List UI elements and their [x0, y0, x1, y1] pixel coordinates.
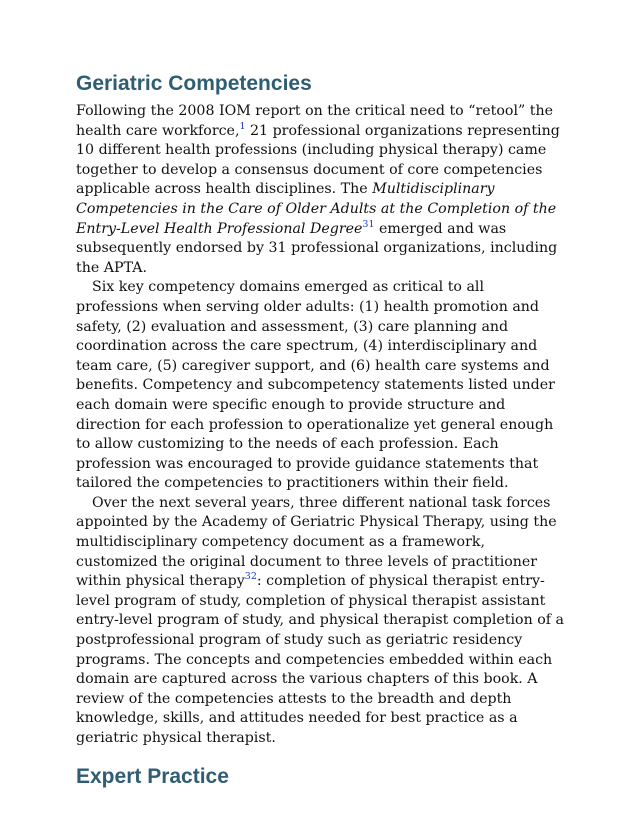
paragraph-3-text-a: Over the next several years, three different national task forces appointed by the Academy of Geriatric Physical Therapy, using the multidisciplinary competency document as a framework, customized the original document to three levels of practitioner within physical therapy [76, 494, 557, 590]
paragraph-3 [76, 494, 566, 749]
paragraph-3-text-b: : completion of physical therapist entry-level program of study, completion of physical therapist assistant entry-level program of study, and physical therapist completion of a postprofessional program of study such as geriatric residency programs. The concepts and competencies embedded within each domain are captured across the various chapters of this book. A review of the competencies attests to the breadth and depth knowledge, skills, and attitudes needed for best practice as a geriatric physical therapist. [76, 573, 564, 746]
paragraph-2: Six key competency domains emerged as critical to all professions when serving older adults: (1) health promotion and safety, (2) evaluation and assessment, (3) care planning and coordination across the care spectrum, (4) interdisciplinary and team care, (5) caregiver support, and (6) health care systems and benefits. Competency and subcompetency statements listed under each domain were specific enough to provide structure and direction for each profession to operationalize yet general enough to allow customizing to the needs of each profession. Each profession was encouraged to provide guidance statements that tailored the competencies to practitioners within their field. [76, 279, 555, 492]
reference-link-1[interactable]: 1 [239, 120, 246, 132]
section-heading-geriatric-competencies: Geriatric Competencies [76, 72, 312, 95]
section-body [76, 102, 566, 749]
paragraph-1-text-b: 21 professional organizations representing 10 different health professions (including physical therapy) came together to develop a consensus document of core competencies applicable across health disciplines. The [76, 122, 560, 198]
reference-link-31[interactable]: 31 [362, 218, 375, 230]
document-title-italic: Multidisciplinary Competencies in the Care of Older Adults at the Completion of the Entry-Level Health Professional Degree [76, 181, 557, 237]
document-page [76, 70, 566, 791]
section-heading-expert-practice: Expert Practice [76, 764, 229, 788]
reference-link-32[interactable]: 32 [244, 571, 257, 583]
paragraph-1-text-a: Following the 2008 IOM report on the critical need to “retool” the health care workforce, [76, 103, 553, 139]
paragraph-1 [76, 102, 566, 278]
paragraph-1-text-c: emerged and was subsequently endorsed by 31 professional organizations, including the APTA. [76, 220, 558, 276]
